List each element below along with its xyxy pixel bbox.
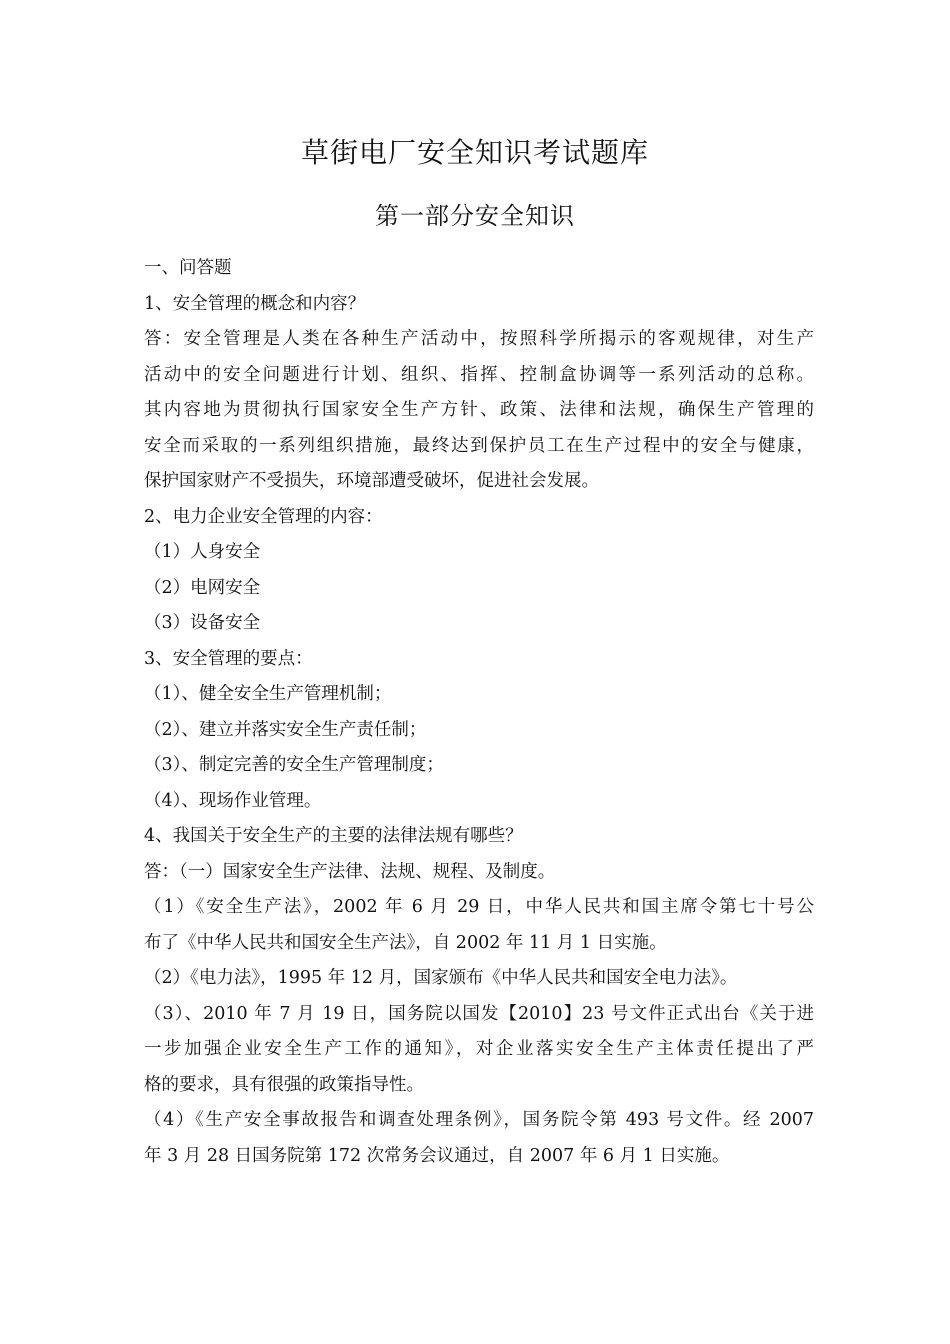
document-body (144, 251, 814, 1174)
document-title: 草街电厂安全知识考试题库 (300, 136, 649, 169)
answer-line: 其内容地为贯彻执行国家安全生产方针、政策、法律和法规，确保生产管理的 (144, 400, 814, 420)
list-item: （1）、健全安全生产管理机制； (144, 684, 392, 704)
answer-line: 安全而采取的一系列组织措施，最终达到保护员工在生产过程中的安全与健康， (144, 435, 814, 456)
list-item: （2）、建立并落实安全生产责任制； (144, 719, 427, 740)
list-item: （2）电网安全 (144, 577, 261, 598)
answer-line: （3）、2010 年 7 月 19 日，国务院以国发【2010】23 号文件正式出台《关于进 (144, 1003, 814, 1024)
answer-line: 保护国家财产不受损失，环境部遭受破坏，促进社会发展。 (144, 471, 599, 491)
answer-line: 答：安全管理是人类在各种生产活动中，按照科学所揭示的客观规律，对生产 (144, 329, 814, 349)
section-heading: 一、问答题 (144, 258, 232, 278)
list-item: （4）、现场作业管理。 (144, 790, 322, 811)
answer-line: （2）《电力法》，1995 年 12 月，国家颁布《中华人民共和国安全电力法》。 (144, 968, 738, 988)
section-title: 第一部分安全知识 (375, 202, 575, 230)
list-item: （3）、制定完善的安全生产管理制度； (144, 755, 444, 775)
list-item: （3）设备安全 (144, 613, 261, 633)
question-line: 1、安全管理的概念和内容？ (144, 293, 366, 314)
answer-line: 布了《中华人民共和国安全生产法》，自 2002 年 11 月 1 日实施。 (144, 932, 667, 953)
question-line: 2、电力企业安全管理的内容： (144, 506, 383, 527)
answer-line: 一步加强企业安全生产工作的通知》，对企业落实安全生产主体责任提出了严 (144, 1039, 814, 1059)
answer-line: 格的要求，具有很强的政策指导性。 (144, 1074, 424, 1095)
answer-line: 活动中的安全问题进行计划、组织、指挥、控制盒协调等一系列活动的总称。 (144, 364, 814, 385)
question-line: 3、安全管理的要点： (144, 648, 313, 669)
list-item: （1）人身安全 (144, 542, 261, 562)
answer-line: （1）《安全生产法》，2002 年 6 月 29 日，中华人民共和国主席令第七十号公 (144, 897, 814, 917)
answer-line: 年 3 月 28 日国务院第 172 次常务会议通过，自 2007 年 6 月 1 日实施。 (144, 1145, 730, 1166)
answer-line: （4）《生产安全事故报告和调查处理条例》，国务院令第 493 号文件。经 2007 (144, 1110, 814, 1130)
answer-line: 答：（一）国家安全生产法律、法规、规程、及制度。 (144, 861, 556, 882)
question-line: 4、我国关于安全生产的主要的法律法规有哪些？ (144, 826, 523, 846)
